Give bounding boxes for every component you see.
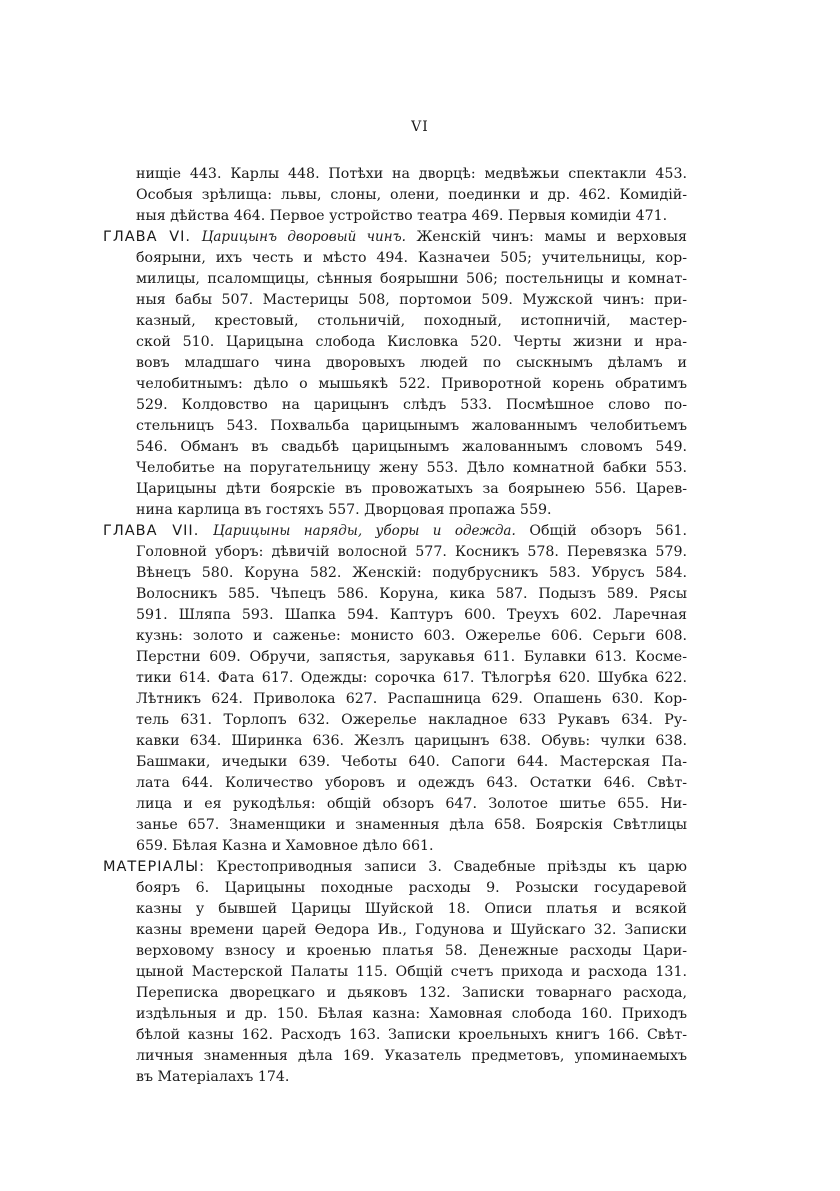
toc-line: 659. Бѣлая Казна и Хамовное дѣло 661.	[136, 838, 434, 854]
toc-line: бояръ 6. Царицыны походные расходы 9. Розыски государевой	[136, 880, 687, 896]
toc-line: 529. Колдовство на царицынъ слѣдъ 533. Посмѣшное слово по-	[136, 397, 687, 413]
toc-line: кавки 634. Ширинка 636. Жезлъ царицынъ 638. Обувь: чулки 638.	[136, 733, 687, 749]
toc-line: Царицыны дѣти боярскіе въ провожатыхъ за боярынею 556. Царев-	[136, 481, 687, 497]
chapter-6-title: Царицынъ дворовый чинъ.	[201, 229, 406, 245]
materials-label: МАТЕРІАЛЫ:	[103, 859, 205, 875]
toc-line: казны у бывшей Царицы Шуйской 18. Описи платья и всякой	[136, 901, 687, 917]
toc-line: казный, крестовый, стольничій, походный, истопничій, мастер-	[136, 313, 687, 329]
chapter-7-label: ГЛАВА VII.	[103, 523, 200, 539]
toc-line: нина карлица въ гостяхъ 557. Дворцовая пропажа 559.	[136, 502, 552, 518]
toc-line: 546. Обманъ въ свадьбѣ царицынымъ жалованнымъ словомъ 549.	[136, 439, 687, 455]
toc-line: лата 644. Количество уборовъ и одеждъ 643. Остатки 646. Свѣт-	[136, 775, 687, 791]
toc-line: Вѣнецъ 580. Коруна 582. Женскій: подубрусникъ 583. Убрусъ 584.	[136, 565, 687, 581]
toc-line: милицы, псаломщицы, сѣнныя боярышни 506; постельницы и комнат-	[136, 271, 687, 287]
toc-line: казны времени царей Ѳедора Ив., Годунова и Шуйскаго 32. Записки	[136, 922, 687, 938]
toc-line: Особыя зрѣлища: львы, слоны, олени, поединки и др. 462. Комидій-	[136, 187, 687, 203]
toc-line: Башмаки, ичедыки 639. Чеботы 640. Сапоги 644. Мастерская Па-	[136, 754, 687, 770]
chapter-6-label: ГЛАВА VI.	[103, 229, 192, 245]
toc-line: занье 657. Знаменщики и знаменныя дѣла 658. Боярскія Свѣтлицы	[136, 817, 687, 833]
toc-line: ныя бабы 507. Мастерицы 508, портомои 509. Мужской чинъ: при-	[136, 292, 687, 308]
toc-line: личныя знаменныя дѣла 169. Указатель предметовъ, упоминаемыхъ	[136, 1048, 687, 1064]
toc-line: Лѣтникъ 624. Приволока 627. Распашница 629. Опашень 630. Кор-	[136, 691, 687, 707]
table-of-contents	[103, 164, 687, 1088]
toc-line: стельницъ 543. Похвальба царицынымъ жалованнымъ челобитьемъ	[136, 418, 687, 434]
toc-line: въ Матеріалахъ 174.	[136, 1069, 290, 1085]
toc-line: нищіе 443. Карлы 448. Потѣхи на дворцѣ: медвѣжьи спектакли 453.	[136, 166, 687, 182]
chapter-7-first-line-text: Общій обзоръ 561.	[529, 523, 687, 539]
toc-line: Челобитье на поругательницу жену 553. Дѣло комнатной бабки 553.	[136, 460, 687, 476]
materials-first-line-text: Крестоприводныя записи 3. Свадебные пріѣзды къ царю	[216, 859, 687, 875]
toc-line: Перстни 609. Обручи, запястья, зарукавья 611. Булавки 613. Косме-	[136, 649, 687, 665]
toc-line: тель 631. Торлопъ 632. Ожерелье накладное 633 Рукавъ 634. Ру-	[136, 712, 687, 728]
materials-heading-line	[103, 857, 687, 878]
toc-line: верховому взносу и кроенью платья 58. Денежные расходы Цари-	[136, 943, 687, 959]
toc-line: цыной Мастерской Палаты 115. Общій счетъ прихода и расхода 131.	[136, 964, 687, 980]
toc-line: Головной уборъ: дѣвичій волосной 577. Косникъ 578. Перевязка 579.	[136, 544, 687, 560]
page-number: VI	[411, 119, 429, 135]
toc-line: издѣльныя и др. 150. Бѣлая казна: Хамовная слобода 160. Приходъ	[136, 1006, 687, 1022]
toc-line: 591. Шляпа 593. Шапка 594. Каптуръ 600. Треухъ 602. Ларечная	[136, 607, 687, 623]
toc-line: Волосникъ 585. Чѣпецъ 586. Коруна, кика 587. Подызъ 589. Рясы	[136, 586, 687, 602]
toc-line: вовъ младшаго чина дворовыхъ людей по сыскнымъ дѣламъ и	[136, 355, 687, 371]
toc-line: челобитнымъ: дѣло о мышьякѣ 522. Приворотной корень обратимъ	[136, 376, 687, 392]
chapter-7-title: Царицыны наряды, уборы и одежда.	[212, 523, 516, 539]
toc-line: ныя дѣйства 464. Первое устройство театра 469. Первыя комидіи 471.	[136, 208, 668, 224]
chapter-6-heading-line	[103, 227, 687, 248]
toc-line: ской 510. Царицына слобода Кисловка 520. Черты жизни и нра-	[136, 334, 687, 350]
toc-line: лица и ея рукодѣлья: общій обзоръ 647. Золотое шитье 655. Ни-	[136, 796, 687, 812]
chapter-7-heading-line	[103, 521, 687, 542]
toc-line: тики 614. Фата 617. Одежды: сорочка 617. Тѣлогрѣя 620. Шубка 622.	[136, 670, 687, 686]
toc-line: кузнь: золото и саженье: монисто 603. Ожерелье 606. Серьги 608.	[136, 628, 687, 644]
toc-line: бѣлой казны 162. Расходъ 163. Записки кроельныхъ книгъ 166. Свѣт-	[136, 1027, 687, 1043]
chapter-6-first-line-text: Женскій чинъ: мамы и верховыя	[416, 229, 687, 245]
toc-line: Переписка дворецкаго и дьяковъ 132. Записки товарнаго расхода,	[136, 985, 687, 1001]
toc-line: боярыни, ихъ честь и мѣсто 494. Казначеи 505; учительницы, кор-	[136, 250, 687, 266]
